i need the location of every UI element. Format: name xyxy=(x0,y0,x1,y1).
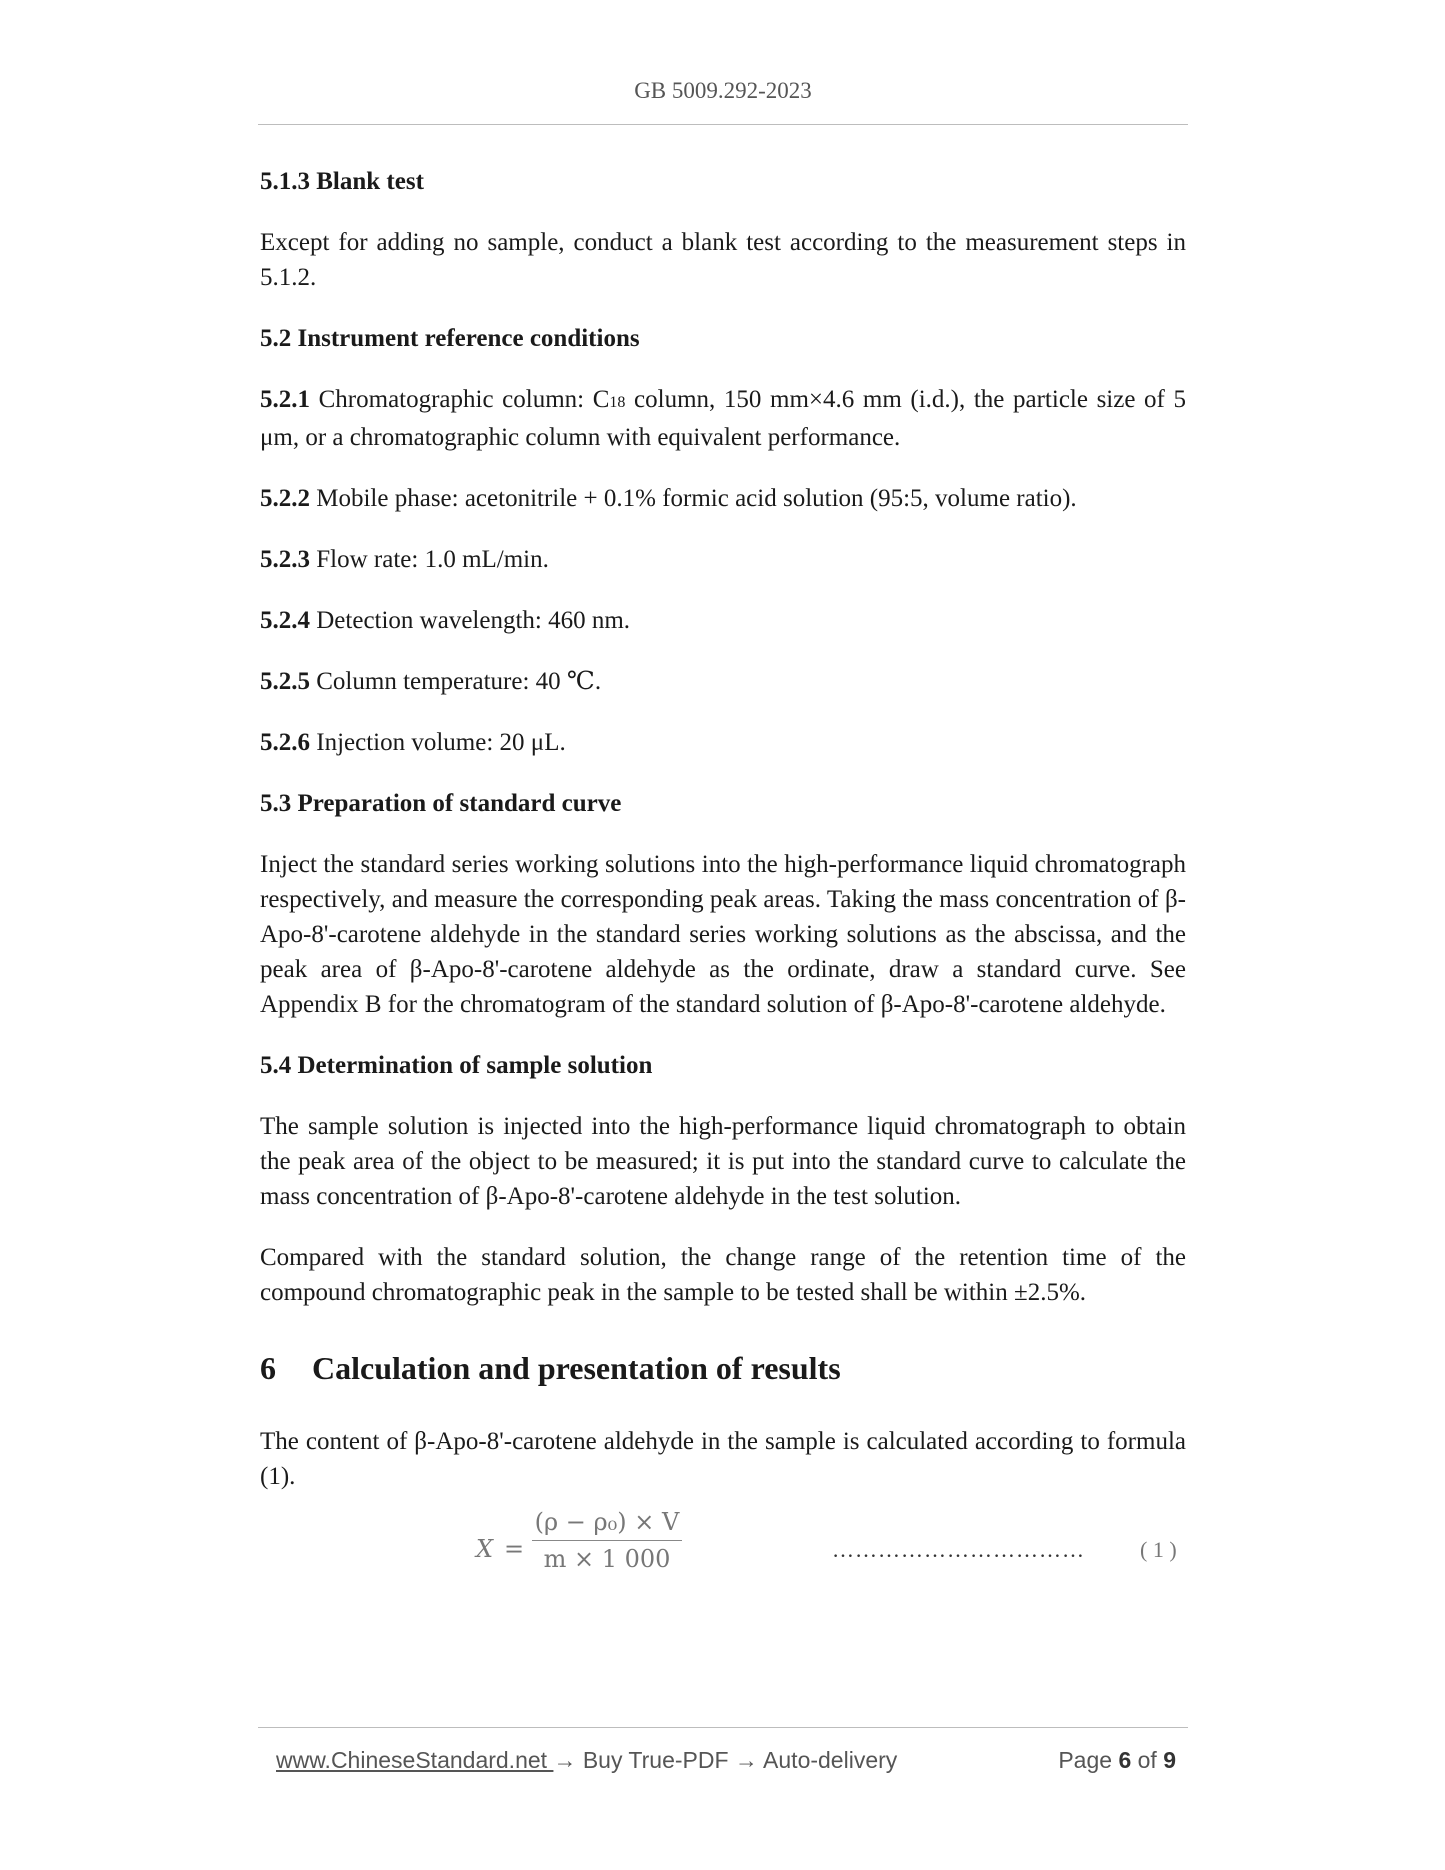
paragraph-calculation: The content of β-Apo-8'-carotene aldehyde in the sample is calculated according to formula (1). xyxy=(260,1428,1186,1490)
formula-equals: = xyxy=(504,1535,525,1563)
paragraph-sample-determination: The sample solution is injected into the high-performance liquid chromatograph to obtain the peak area of the object to be measured; it is put into the standard curve to calculate the mass concentration of β-Apo-8'-carotene aldehyde in the test solution. xyxy=(260,1113,1186,1210)
page-content xyxy=(260,164,1186,1586)
formula-numerator: (ρ − ρ₀) × V xyxy=(534,1508,680,1536)
section-number: 6 xyxy=(260,1350,276,1386)
clause-text: Mobile phase: acetonitrile + 0.1% formic acid solution (95:5, volume ratio). xyxy=(310,485,1077,512)
buy-text: Buy True-PDF xyxy=(576,1747,735,1773)
clause-5-2-3 xyxy=(260,542,1186,577)
header-divider xyxy=(258,124,1188,125)
paragraph-retention-time: Compared with the standard solution, the change range of the retention time of the compound chromatographic peak in the sample to be tested shall be within ±2.5%. xyxy=(260,1244,1186,1306)
section-title: Calculation and presentation of results xyxy=(312,1350,841,1386)
of-label: of xyxy=(1131,1747,1164,1773)
arrow-right-icon: → xyxy=(553,1747,577,1773)
clause-5-2-6 xyxy=(260,725,1186,760)
clause-number: 5.2.4 xyxy=(260,607,310,634)
delivery-text: Auto-delivery xyxy=(757,1747,898,1773)
paragraph-blank-test: Except for adding no sample, conduct a blank test according to the measurement steps in 5.1.2. xyxy=(260,229,1186,291)
heading-5-1-3: 5.1.3 Blank test xyxy=(260,168,424,195)
arrow-right-icon: → xyxy=(734,1747,758,1773)
heading-5-4: 5.4 Determination of sample solution xyxy=(260,1052,653,1079)
clause-5-2-5 xyxy=(260,664,1186,699)
formula-fraction xyxy=(532,1506,682,1575)
clause-5-2-2 xyxy=(260,481,1186,516)
clause-number: 5.2.2 xyxy=(260,485,310,512)
subscript: 18 xyxy=(609,394,626,411)
clause-number: 5.2.1 xyxy=(260,386,310,413)
clause-number: 5.2.5 xyxy=(260,668,310,695)
footer-divider xyxy=(258,1727,1188,1728)
clause-text: Chromatographic column: C xyxy=(310,386,610,413)
clause-number: 5.2.3 xyxy=(260,546,310,573)
clause-number: 5.2.6 xyxy=(260,729,310,756)
page-label: Page xyxy=(1058,1747,1119,1773)
site-link[interactable]: www.ChineseStandard.net xyxy=(276,1747,554,1773)
page-footer xyxy=(276,1747,1176,1774)
page-indicator xyxy=(1058,1747,1176,1774)
clause-text: Detection wavelength: 460 nm. xyxy=(310,607,631,634)
formula-1 xyxy=(260,1506,1186,1586)
formula-number: ( 1 ) xyxy=(1140,1537,1177,1562)
formula-leader-dots: …………………………… xyxy=(832,1537,1085,1562)
total-pages: 9 xyxy=(1163,1747,1176,1773)
fraction-bar xyxy=(532,1540,682,1541)
clause-5-2-1 xyxy=(260,382,1186,455)
clause-text: Column temperature: 40 ℃. xyxy=(310,668,602,695)
current-page: 6 xyxy=(1118,1747,1132,1773)
formula-denominator: m × 1 000 xyxy=(543,1545,671,1573)
clause-text: Flow rate: 1.0 mL/min. xyxy=(310,546,549,573)
clause-text: column, 150 mm×4.6 mm (i.d.), the particle size of 5 μm, or a chromatographic column with equivalent performance. xyxy=(260,386,1187,451)
heading-5-3: 5.3 Preparation of standard curve xyxy=(260,790,622,817)
paragraph-standard-curve: Inject the standard series working solutions into the high-performance liquid chromatograph respectively, and measure the corresponding peak areas. Taking the mass concentration of β-Apo-8'-carotene aldehyde in the standard series working solutions as the abscissa, and the peak area of β-Apo-8'-carotene aldehyde as the ordinate, draw a standard curve. See Appendix B for the chromatogram of the standard solution of β-Apo-8'-carotene aldehyde. xyxy=(260,851,1186,1018)
heading-5-2: 5.2 Instrument reference conditions xyxy=(260,325,640,352)
heading-6 xyxy=(260,1348,1186,1388)
formula-lhs: X xyxy=(476,1535,494,1563)
clause-text: Injection volume: 20 μL. xyxy=(310,729,566,756)
page-header: GB 5009.292-2023 xyxy=(634,78,812,103)
clause-5-2-4 xyxy=(260,603,1186,638)
